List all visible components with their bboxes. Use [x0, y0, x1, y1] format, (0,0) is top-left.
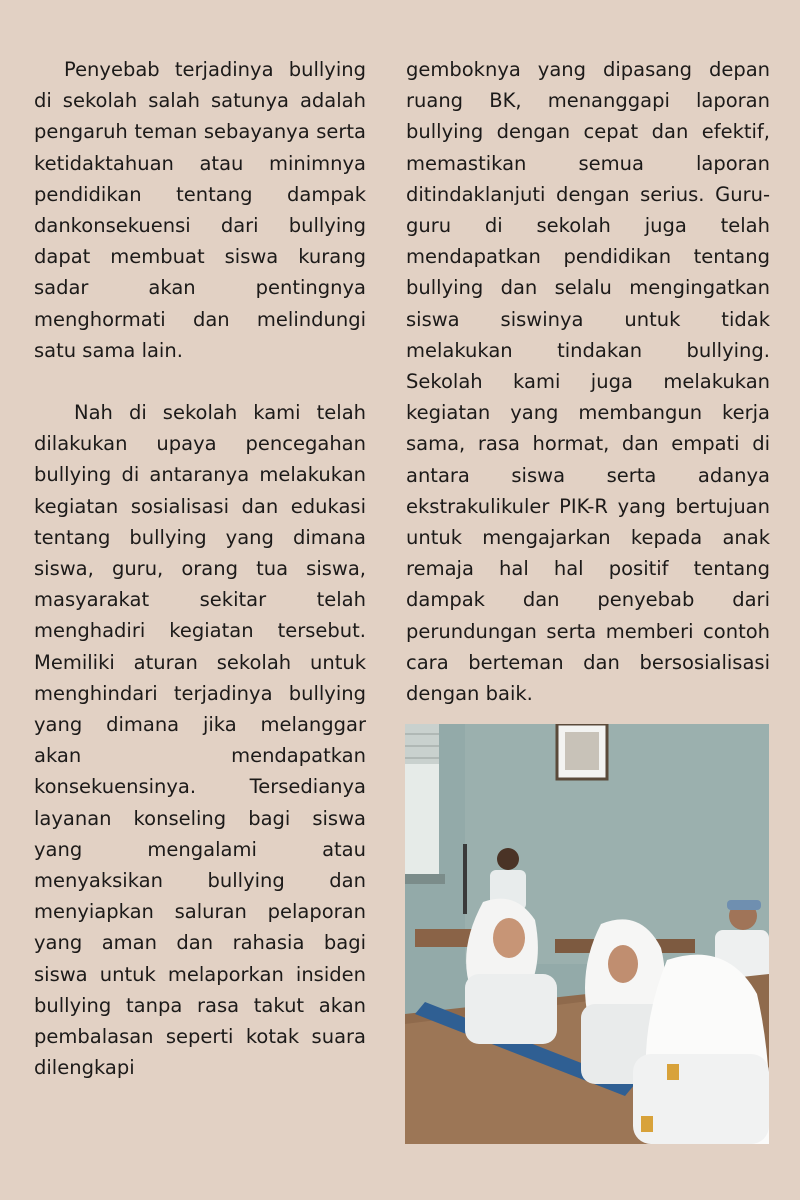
- classroom-photo: [405, 724, 769, 1144]
- left-column: [34, 54, 366, 1084]
- right-column: [406, 54, 770, 709]
- right-paragraph-1: gemboknya yang dipasang depan ruang BK, menanggapi laporan bullying dengan cepat dan efektif, memastikan semua laporan ditindaklanjuti dengan serius. Guru-guru di sekolah juga telah mendapatkan pendidikan tentang bullying dan selalu mengingatkan siswa siswinya untuk tidak melakukan tindakan bullying. Sekolah kami juga melakukan kegiatan yang membangun kerja sama, rasa hormat, dan empati di antara siswa serta adanya ekstrakulikuler PIK-R yang bertujuan untuk mengajarkan kepada anak remaja hal hal positif tentang dampak dan penyebab dari perundungan serta memberi contoh cara berteman dan bersosialisasi dengan baik.: [406, 58, 770, 706]
- left-paragraph-1: Penyebab terjadinya bullying di sekolah salah satunya adalah pengaruh teman sebayanya serta ketidaktahuan atau minimnya pendidikan tentang dampak dankonsekuensi dari bullying dapat membuat siswa kurang sadar akan pentingnya menghormati dan melindungi satu sama lain.: [34, 58, 366, 362]
- classroom-photo-illustration: [405, 724, 769, 1144]
- paragraph-spacer: [34, 366, 366, 397]
- left-paragraph-2: Nah di sekolah kami telah dilakukan upaya pencegahan bullying di antaranya melakukan kegiatan sosialisasi dan edukasi tentang bullying yang dimana siswa, guru, orang tua siswa, masyarakat sekitar telah menghadiri kegiatan tersebut. Memiliki aturan sekolah untuk menghindari terjadinya bullying yang dimana jika melanggar akan mendapatkan konsekuensinya. Tersedianya layanan konseling bagi siswa yang mengalami atau menyaksikan bullying dan menyiapkan saluran pelaporan yang aman dan rahasia bagi siswa untuk melaporkan insiden bullying tanpa rasa takut akan pembalasan seperti kotak suara dilengkapi: [34, 401, 366, 1080]
